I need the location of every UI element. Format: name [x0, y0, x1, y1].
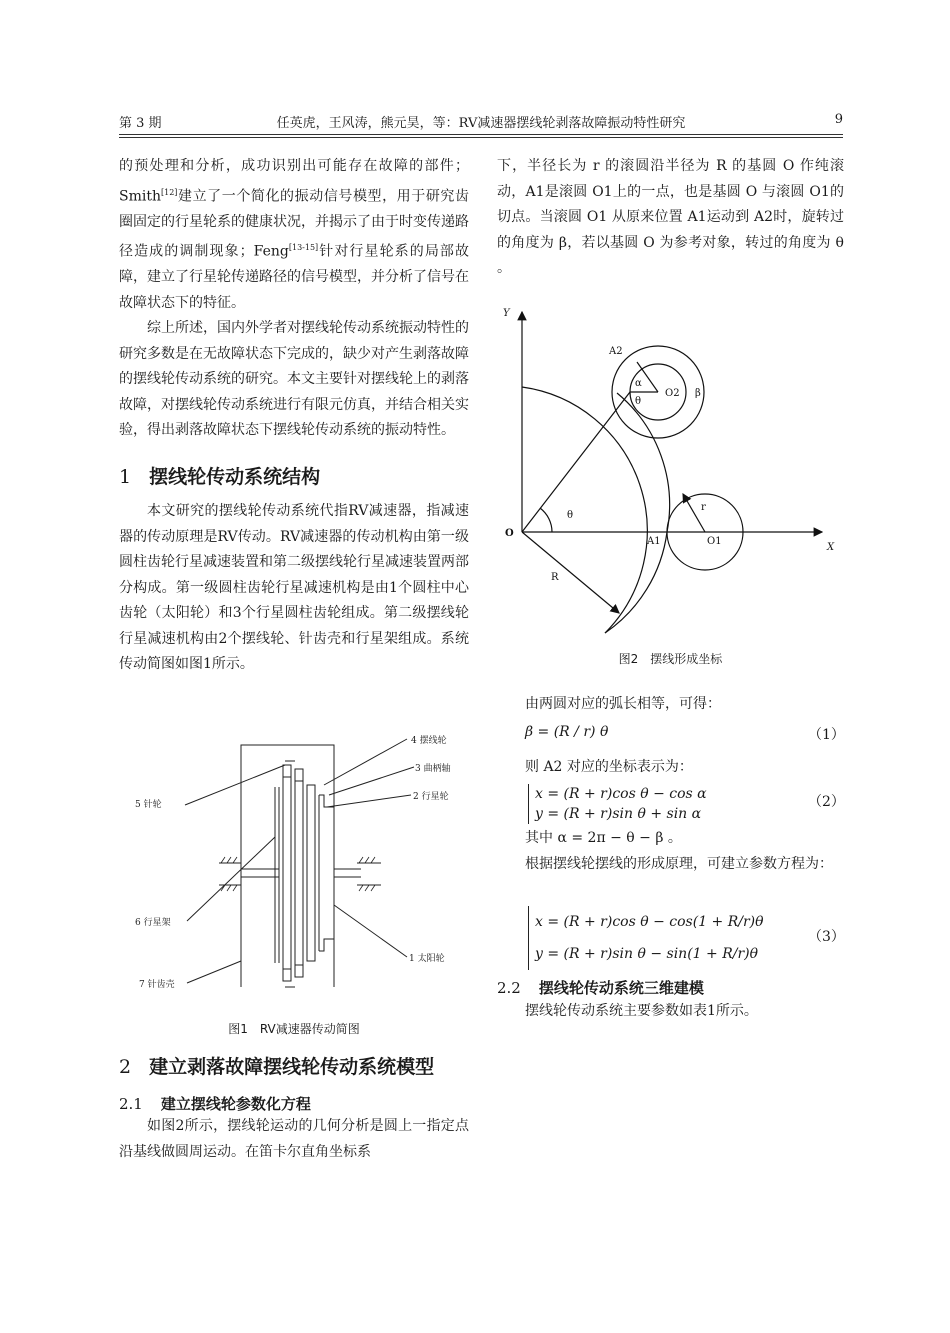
left-column-top — [119, 154, 469, 444]
paragraph: 如图2所示，摆线轮运动的几何分析是圆上一指定点沿基线做圆周运动。在笛卡尔直角坐标系 — [119, 1118, 469, 1160]
page-number: 9 — [834, 112, 843, 127]
header-rule — [119, 134, 843, 135]
left-column-sec1 — [119, 499, 469, 678]
paragraph: 则 A2 对应的坐标表示为： — [525, 759, 693, 775]
equation-3-line-2: y = (R + r)sin θ − sin(1 + R/r)θ — [535, 946, 759, 962]
equation-2 — [528, 784, 707, 824]
fig2-alpha-label: α — [635, 378, 642, 389]
fig2-theta-label-o2: θ — [635, 396, 642, 407]
paragraph: 下，半径长为 r 的滚圆沿半径为 R 的基圆 O 作纯滚动，A1是滚圆 O1上的一点，也是基圆 O 与滚圆 O1的切点。当滚圆 O1 从原来位置 A1运动到 A2时，旋转过的角度为 β，若以基圆 O 为参考对象，转过的角度为 θ 。 — [497, 158, 844, 276]
fig2-theta-label-o: θ — [567, 510, 574, 521]
fig2-r-small-label: r — [701, 502, 706, 513]
fig2-y-axis-label: Y — [503, 308, 510, 319]
section-2-2-heading: 2.2 摆线轮传动系统三维建模 — [497, 979, 704, 997]
fig1-label-pin-housing: 7 针齿壳 — [139, 980, 175, 990]
figure-1-rv-schematic — [119, 725, 469, 1015]
equation-3 — [528, 906, 764, 970]
fig2-beta-label: β — [695, 388, 701, 399]
paragraph: 综上所述，国内外学者对摆线轮传动系统振动特性的研究多数是在无故障状态下完成的，缺少对产生剥落故障的摆线轮传动系统的研究。本文主要针对摆线轮上的剥落故障，对摆线轮传动系统进行有限元仿真，并结合相关实验，得出剥落故障状态下摆线轮传动系统的振动特性。 — [119, 320, 469, 439]
right-column-sec22 — [497, 999, 844, 1025]
fig1-label-pin-gear: 5 针轮 — [135, 800, 162, 810]
equation-2-line-1: x = (R + r)cos θ − cos α — [535, 786, 707, 802]
paragraph: 其中 α = 2π − θ − β 。 — [525, 830, 682, 846]
right-column-eq2-intro — [497, 755, 844, 781]
fig1-label-planet: 2 行星轮 — [413, 792, 449, 802]
fig2-origin-label: O — [505, 528, 514, 539]
fig1-label-sun: 1 太阳轮 — [409, 954, 445, 964]
fig2-r-big-label: R — [551, 572, 559, 583]
paragraph: 由两圆对应的弧长相等，可得： — [525, 696, 721, 712]
figure-1-caption: 图1 RV减速器传动简图 — [228, 1022, 360, 1036]
equation-3-line-1: x = (R + r)cos θ − cos(1 + R/r)θ — [535, 914, 764, 930]
section-2-1-heading: 2.1 建立摆线轮参数化方程 — [119, 1095, 311, 1113]
right-column-top — [497, 154, 844, 282]
fig2-o2-label: O2 — [665, 388, 680, 399]
paragraph: 根据摆线轮摆线的形成原理，可建立参数方程为： — [525, 855, 833, 872]
fig1-label-cycloid: 4 摆线轮 — [411, 736, 447, 746]
section-1-heading: 1 摆线轮传动系统结构 — [119, 466, 321, 488]
fig1-label-crank: 3 曲柄轴 — [415, 764, 451, 774]
paragraph: 摆线轮传动系统主要参数如表1所示。 — [525, 1003, 758, 1019]
equation-3-number: （3） — [808, 929, 845, 945]
fig2-a2-label: A2 — [609, 346, 623, 357]
right-column-eq-intro — [497, 692, 844, 718]
fig2-o1-label: O1 — [707, 536, 722, 547]
fig1-label-carrier: 6 行星架 — [135, 918, 171, 928]
citation: [12] — [161, 187, 178, 197]
fig2-x-axis-label: X — [827, 542, 835, 553]
fig2-a1-label: A1 — [647, 536, 661, 547]
left-column-sec21 — [119, 1114, 469, 1165]
equation-1-number: （1） — [808, 727, 845, 743]
running-title: 任英虎，王风涛，熊元昊，等：RV减速器摆线轮剥落故障振动特性研究 — [276, 116, 686, 131]
paragraph: 的预处理和分析，成功识别出可能存在故障的部件；Smith[12]建立了一个简化的振动信号模型，用于研究齿圈固定的行星轮系的健康状况，并揭示了由于时变传递路径造成的调制现象；Feng[13-15]针对行星轮系的局部故障，建立了行星轮传递路径的信号模型，并分析了信号在故障状态下的特征。 — [119, 158, 470, 311]
issue-number: 第 3 期 — [119, 116, 162, 131]
section-2-heading: 2 建立剥落故障摆线轮传动系统模型 — [119, 1056, 435, 1078]
running-header — [119, 112, 843, 134]
paragraph: 本文研究的摆线轮传动系统代指RV减速器，指减速器的传动原理是RV传动。RV减速器的传动机构由第一级圆柱齿轮行星减速装置和第二级摆线轮行星减速装置两部分构成。第一级圆柱齿轮行星减速机构是由1个圆柱中心齿轮（太阳轮）和3个行星圆柱齿轮组成。第二级摆线轮行星减速机构由2个摆线轮、针齿壳和行星架组成。系统传动简图如图1所示。 — [119, 503, 469, 672]
figure-2-caption: 图2 摆线形成坐标 — [618, 652, 723, 666]
right-column-alpha-def — [497, 826, 844, 877]
equation-1: β = (R / r) θ — [525, 724, 609, 740]
equation-2-number: （2） — [808, 794, 845, 810]
figure-2-cycloid-coordinates — [497, 300, 844, 645]
header-rule-thin — [119, 137, 843, 138]
citation: [13-15] — [288, 243, 319, 253]
equation-2-line-2: y = (R + r)sin θ + sin α — [535, 806, 702, 822]
